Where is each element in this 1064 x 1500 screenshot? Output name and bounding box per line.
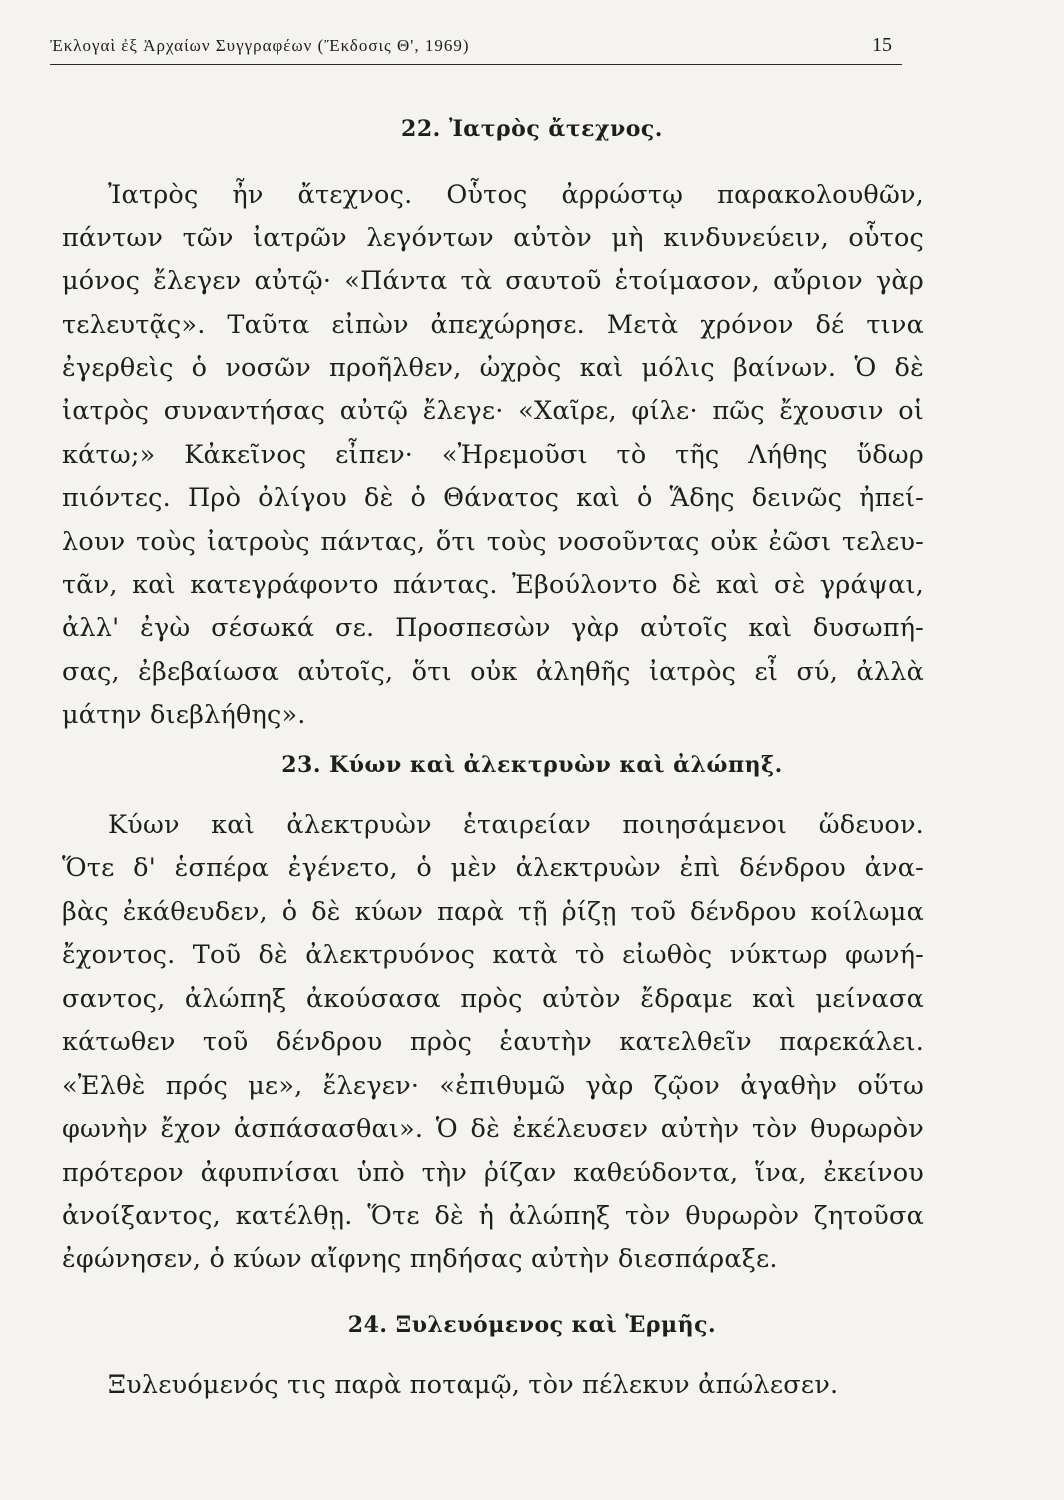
text-line: κάτω;» Κἀκεῖνος εἶπεν· «Ἠρεμοῦσι τὸ τῆς Λήθης ὕδωρ xyxy=(62,440,924,470)
text-line: βὰς ἐκάθευδεν, ὁ δὲ κύων παρὰ τῇ ῥίζῃ τοῦ δένδρου κοίλωμα xyxy=(62,897,924,927)
page-number: 15 xyxy=(872,34,892,56)
text-line: πάντων τῶν ἰατρῶν λεγόντων αὐτὸν μὴ κινδυνεύειν, οὗτος xyxy=(62,223,924,253)
text-line: Κύων καὶ ἀλεκτρυὼν ἑταιρείαν ποιησάμενοι ὥδευον. xyxy=(108,810,924,840)
running-head: Ἐκλογαὶ ἐξ Ἀρχαίων Συγγραφέων (Ἔκδοσις Θ', 1969) xyxy=(50,36,470,55)
text-line: Ὅτε δ' ἑσπέρα ἐγένετο, ὁ μὲν ἀλεκτρυὼν ἐπὶ δένδρου ἀνα- xyxy=(62,853,924,883)
text-line: λουν τοὺς ἰατροὺς πάντας, ὅτι τοὺς νοσοῦντας οὐκ ἐῶσι τελευ- xyxy=(62,527,924,557)
text-line: ἀλλ' ἐγὼ σέσωκά σε. Προσπεσὼν γὰρ αὐτοῖς καὶ δυσωπή- xyxy=(62,613,924,643)
text-line: ἀνοίξαντος, κατέλθῃ. Ὅτε δὲ ἡ ἀλώπηξ τὸν θυρωρὸν ζητοῦσα xyxy=(62,1201,924,1231)
text-line: πιόντες. Πρὸ ὀλίγου δὲ ὁ Θάνατος καὶ ὁ Ἅδης δεινῶς ἠπεί- xyxy=(62,483,924,513)
text-line: σας, ἐβεβαίωσα αὐτοῖς, ὅτι οὐκ ἀληθῆς ἰατρὸς εἶ σύ, ἀλλὰ xyxy=(62,657,924,687)
text-line: κάτωθεν τοῦ δένδρου πρὸς ἑαυτὴν κατελθεῖν παρεκάλει. xyxy=(62,1027,924,1057)
text-line: πρότερον ἀφυπνίσαι ὑπὸ τὴν ῥίζαν καθεύδοντα, ἵνα, ἐκείνου xyxy=(62,1158,924,1188)
text-line: ἰατρὸς συναντήσας αὐτῷ ἔλεγε· «Χαῖρε, φίλε· πῶς ἔχουσιν οἱ xyxy=(62,396,924,426)
text-line: «Ἐλθὲ πρός με», ἔλεγεν· «ἐπιθυμῶ γὰρ ζῷον ἀγαθὴν οὕτω xyxy=(62,1071,924,1101)
text-line: τᾶν, καὶ κατεγράφοντο πάντας. Ἐβούλοντο δὲ καὶ σὲ γράψαι, xyxy=(62,570,924,600)
text-line: μόνος ἔλεγεν αὐτῷ· «Πάντα τὰ σαυτοῦ ἑτοίμασον, αὔριον γὰρ xyxy=(62,266,924,296)
text-line: ἐφώνησεν, ὁ κύων αἴφνης πηδήσας αὐτὴν διεσπάραξε. xyxy=(62,1244,778,1274)
text-line: ἐγερθεὶς ὁ νοσῶν προῆλθεν, ὠχρὸς καὶ μόλις βαίνων. Ὁ δὲ xyxy=(62,353,924,383)
text-line: τελευτᾷς». Ταῦτα εἰπὼν ἀπεχώρησε. Μετὰ χρόνον δέ τινα xyxy=(62,310,924,340)
text-line: φωνὴν ἔχον ἀσπάσασθαι». Ὁ δὲ ἐκέλευσεν αὐτὴν τὸν θυρωρὸν xyxy=(62,1114,924,1144)
text-line: μάτην διεβλήθης». xyxy=(62,700,306,730)
text-line: Ξυλευόμενός τις παρὰ ποταμῷ, τὸν πέλεκυν ἀπώλεσεν. xyxy=(108,1370,839,1400)
section-title-22: 22. Ἰατρὸς ἄτεχνος. xyxy=(401,116,663,142)
text-line: ἔχοντος. Τοῦ δὲ ἀλεκτρυόνος κατὰ τὸ εἰωθὸς νύκτωρ φωνή- xyxy=(62,940,924,970)
text-line: σαντος, ἀλώπηξ ἀκούσασα πρὸς αὐτὸν ἔδραμε καὶ μείνασα xyxy=(62,984,924,1014)
section-title-23: 23. Κύων καὶ ἀλεκτρυὼν καὶ ἀλώπηξ. xyxy=(281,752,783,778)
section-title-24: 24. Ξυλευόμενος καὶ Ἑρμῆς. xyxy=(347,1312,717,1338)
header-rule xyxy=(50,64,902,65)
text-line: Ἰατρὸς ἦν ἄτεχνος. Οὗτος ἀρρώστῳ παρακολουθῶν, xyxy=(108,180,924,210)
